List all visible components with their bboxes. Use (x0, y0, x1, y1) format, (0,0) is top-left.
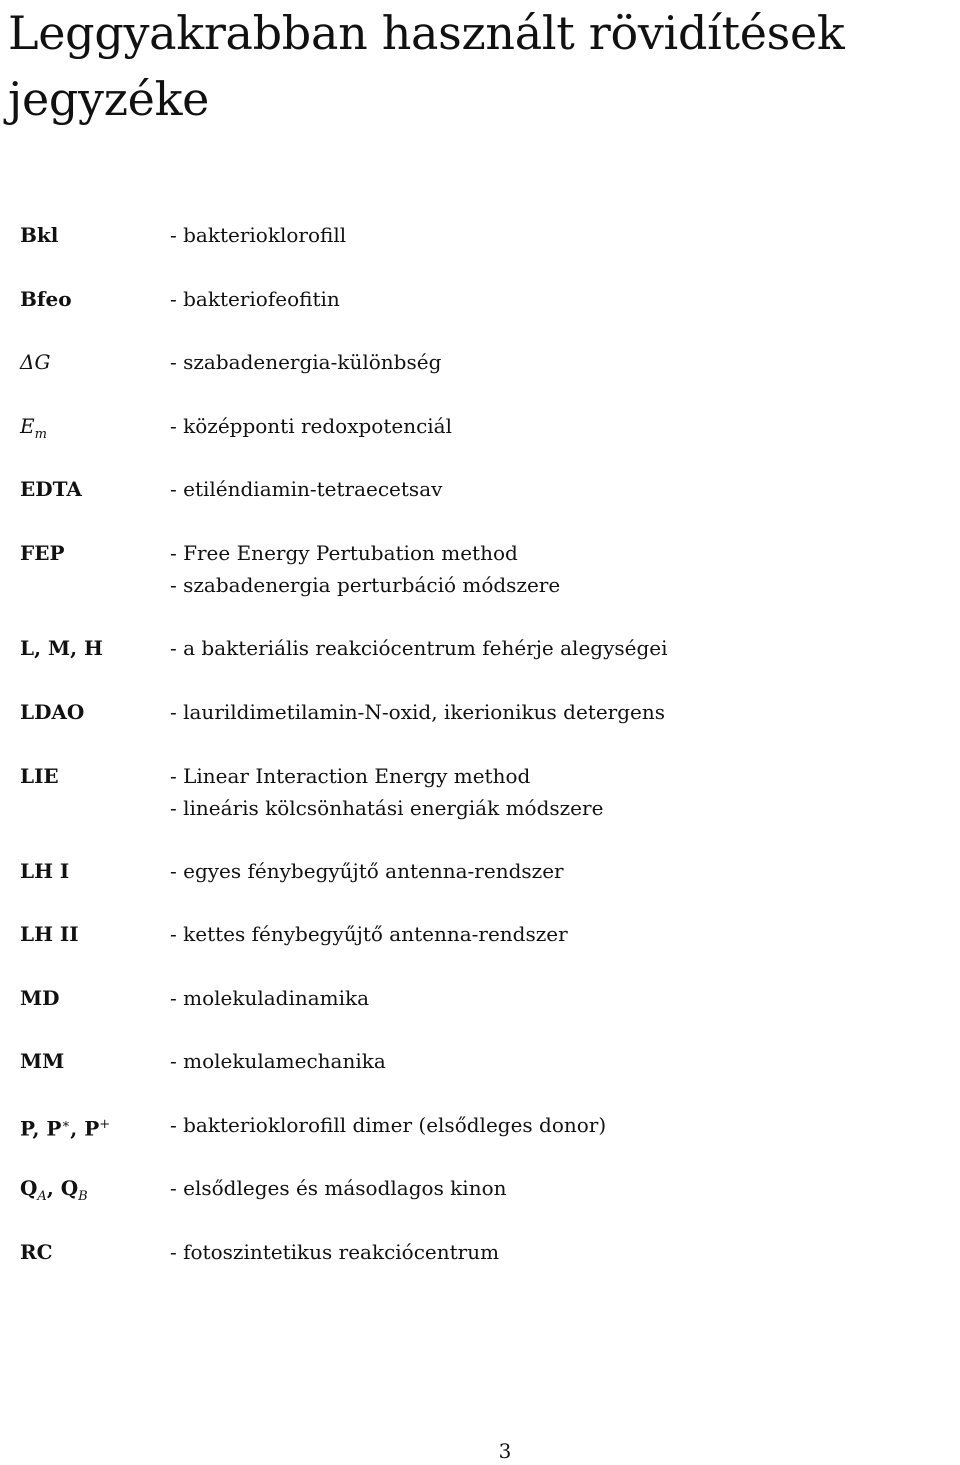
list-item (20, 410, 940, 473)
definition-line: - bakteriofeofitin (170, 287, 340, 311)
abbreviation: FEP (20, 541, 65, 565)
abbreviation-superscript: + (99, 1117, 111, 1132)
definition-line: - szabadenergia perturbáció módszere (170, 573, 561, 597)
abbreviation-part: , P (70, 1116, 100, 1141)
definition-line: - kettes fénybegyűjtő antenna-rendszer (170, 922, 568, 946)
abbreviation: LIE (20, 764, 59, 788)
definition (170, 473, 940, 505)
list-item (20, 696, 940, 760)
definition (170, 632, 940, 664)
list-item (20, 473, 940, 537)
definition-line: - bakterioklorofill (170, 223, 347, 247)
definition (170, 537, 940, 601)
abbreviation: L, M, H (20, 636, 103, 660)
definition (170, 982, 940, 1014)
list-item (20, 632, 940, 696)
list-item (20, 982, 940, 1045)
definition-line: - etiléndiamin-tetraecetsav (170, 477, 443, 501)
abbreviation-subscript: m (34, 427, 47, 442)
page-title: Leggyakrabban használt rövidítések jegyzéke (8, 6, 845, 126)
definition-line: - molekuladinamika (170, 986, 370, 1010)
list-item (20, 537, 940, 632)
abbreviation-subscript: B (78, 1189, 88, 1204)
abbreviation (20, 410, 170, 451)
page-number: 3 (498, 1439, 512, 1463)
abbreviation: ΔG (20, 350, 51, 374)
abbreviation-part: P, P (20, 1116, 62, 1141)
definition-line: - molekulamechanika (170, 1049, 386, 1073)
definition (170, 346, 940, 378)
abbreviation-part: Q (20, 1176, 38, 1200)
abbreviation (20, 1172, 170, 1213)
definition (170, 410, 940, 442)
abbreviation: MD (20, 986, 60, 1010)
abbreviation-list (20, 219, 940, 1276)
list-item (20, 283, 940, 346)
abbreviation: LH I (20, 859, 70, 883)
list-item (20, 1236, 940, 1276)
list-item (20, 1045, 940, 1109)
definition (170, 219, 940, 251)
abbreviation: Bkl (20, 223, 59, 247)
definition-line: - egyes fénybegyűjtő antenna-rendszer (170, 859, 564, 883)
list-item (20, 346, 940, 410)
list-item (20, 1109, 940, 1172)
list-item (20, 219, 940, 283)
definition (170, 918, 940, 950)
abbreviation: LH II (20, 922, 79, 946)
definition-line: - szabadenergia-különbség (170, 350, 442, 374)
abbreviation-superscript: ∗ (61, 1117, 71, 1132)
abbreviation: EDTA (20, 477, 82, 501)
definition-line: - a bakteriális reakciócentrum fehérje alegységei (170, 636, 668, 660)
list-item (20, 1172, 940, 1236)
definition-line: - Free Energy Pertubation method (170, 541, 518, 565)
definition-line: - laurildimetilamin-N-oxid, ikerionikus detergens (170, 700, 666, 724)
definition-line: - bakterioklorofill dimer (elsődleges donor) (170, 1113, 607, 1137)
abbreviation (20, 1109, 170, 1145)
definition (170, 1045, 940, 1077)
definition-line: - középponti redoxpotenciál (170, 414, 453, 438)
list-item (20, 760, 940, 855)
definition (170, 760, 940, 824)
abbreviation: RC (20, 1240, 53, 1264)
abbreviation: MM (20, 1049, 65, 1073)
definition-line: - elsődleges és másodlagos kinon (170, 1176, 507, 1200)
definition (170, 696, 940, 728)
abbreviation-base: E (20, 414, 35, 438)
definition (170, 1109, 940, 1141)
definition (170, 283, 940, 315)
abbreviation: Bfeo (20, 287, 72, 311)
definition-line: - Linear Interaction Energy method (170, 764, 531, 788)
definition (170, 1172, 940, 1204)
abbreviation-subscript: A (37, 1189, 47, 1204)
definition (170, 855, 940, 887)
definition-line: - fotoszintetikus reakciócentrum (170, 1240, 500, 1264)
list-item (20, 855, 940, 918)
definition-line: - lineáris kölcsönhatási energiák módszere (170, 796, 604, 820)
abbreviation-part: , Q (46, 1176, 79, 1200)
definition (170, 1236, 940, 1268)
abbreviation: LDAO (20, 700, 85, 724)
list-item (20, 918, 940, 982)
